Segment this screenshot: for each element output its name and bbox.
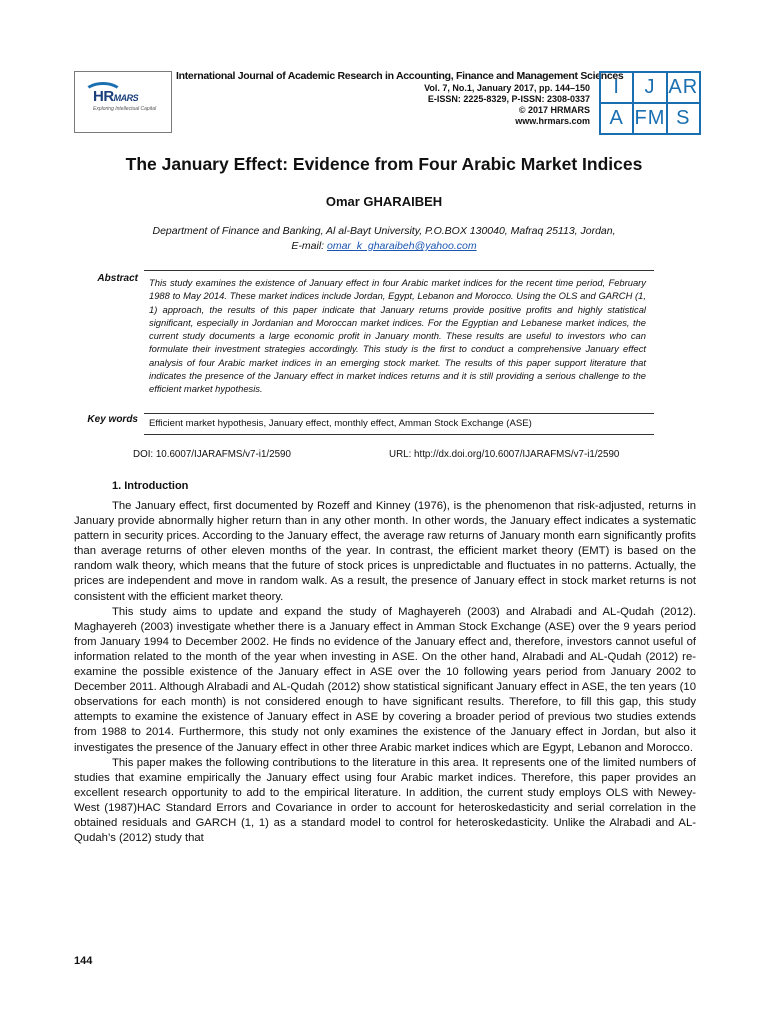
email-label: E-mail: [291,240,325,252]
badge-letter: J [633,72,666,103]
badge-letter: S [667,103,700,134]
email-link[interactable]: omar_k_gharaibeh@yahoo.com [327,240,477,252]
author-affiliation [0,224,768,254]
volume-line: Vol. 7, No.1, January 2017, pp. 144–150 [424,83,590,93]
badge-letter: A [600,103,633,134]
body-text [74,499,696,846]
section-heading: 1. Introduction [112,480,189,492]
abstract-label: Abstract [97,273,138,284]
doi-line: DOI: 10.6007/IJARAFMS/v7-i1/2590 [133,449,291,460]
badge-letter: F M [633,103,666,134]
keywords-label: Key words [87,414,138,425]
logo-tagline: Exploring Intellectual Capital [93,106,157,112]
logo-text: HRMARS [93,88,139,105]
url-line[interactable]: URL: http://dx.doi.org/10.6007/IJARAFMS/v7-i1/2590 [389,449,620,460]
keywords-text: Efficient market hypothesis, January effect, monthly effect, Amman Stock Exchange (ASE) [149,418,532,429]
email-line [0,239,768,254]
copyright-line: © 2017 HRMARS [518,105,590,115]
body-paragraph: This study aims to update and expand the study of Maghayereh (2003) and Alrabadi and AL-Qudah (2012). Maghayereh (2003) investigate whether there is a January effect in Amman Stock Exchange (ASE) over the 9 years period from January 1994 to December 2002. He finds no evidence of the January effect and, therefore, investors cannot useful of information related to the month of the year when investing in ASE. On the other hand, Alrabadi and AL-Qudah (2012) re-examine the possible existence of the January effect in ASE over the 10 following years period from January 2002 to December 2011. Although Alrabadi and AL-Qudah (2012) show statistical significant January effect in ASE, the ten years (10 observations for each month) is not considered enough to have significant results. Therefore, to fill this gap, this study attempts to examine the existence of January effect in ASE by covering a broader period of previous two studies extends from 1988 to 2014. Furthermore, this study not only examines the existence of the January effect in Jordan, but also it investigates the presence of the January effect in other three Arabic market indices which are Egypt, Lebanon and Morocco. [74,605,696,754]
journal-meta [390,83,590,127]
badge-letter: I [600,72,633,103]
keywords-bottom-rule [144,434,654,435]
body-paragraph: The January effect, first documented by Rozeff and Kinney (1976), is the phenomenon that risk-adjusted, returns in January provide abnormally higher return than in any other month. In other words, the January effect indicates a systematic pattern in security prices. According to the January effect, the average raw returns of January month earn significantly profits than average returns of other eleven months of the year. In contrast, the efficient market theory (EMT) is based on the random walk theory, which means that the future of stock prices is unpredictable and fluctuates in no patterns. Actually, the prices are independent and move in random walk. As a result, the presence of January effect in stock market returns is not consistent with the efficient market theory. [74,500,696,603]
journal-title: International Journal of Academic Research in Accounting, Finance and Management Sciences [176,70,624,82]
keywords-top-rule [144,413,654,414]
abstract-top-rule [144,270,654,271]
journal-badge [599,71,701,135]
paper-title: The January Effect: Evidence from Four Arabic Market Indices [125,154,643,174]
abstract-text: This study examines the existence of January effect in four Arabic market indices for the recent time period, February 1988 to May 2014. These market indices include Jordan, Egypt, Lebanon and Morocco. Using the OLS and GARCH (1, 1) approach, the results of this paper indicate that January returns provide positive profits and highly statistical significant, especially in Jordanian and Moroccan market indices. For the Egyptian and Lebanese market indices, the current study documents a large economic profit in January month. These results are useful to investors who can formulate their investment strategies accordingly. This study is the first to conduct a comprehensive January effect analysis of four Arabic market indices in an emerging stock market. The results of this paper support literature that indicates the presence of the January effect in market indices returns and it is still providing a serious challenge to the efficient market hypothesis. [149,277,646,395]
author-name: Omar GHARAIBEH [325,194,443,209]
badge-letter: A R [667,72,700,103]
issn-line: E-ISSN: 2225-8329, P-ISSN: 2308-0337 [427,94,590,104]
page-number: 144 [74,955,93,967]
affiliation-text: Department of Finance and Banking, Al al-Bayt University, P.O.BOX 130040, Mafraq 25113, Jordan, [152,225,616,237]
body-paragraph: This paper makes the following contributions to the literature in this area. It represents one of the limited numbers of studies that examine empirically the January effect using four Arabic market indices. Therefore, this paper provides an excellent research opportunity to add to the empirical literature. In addition, the current study employs OLS with Newey-West (1987)HAC Standard Errors and Covariance in order to account for heteroskedasticity and serial correlation in the obtained residuals and GARCH (1, 1) as a standard model to control for heteroskedasticity. Unlike the Alrabadi and AL-Qudah’s (2012) study that [74,756,696,845]
website-line[interactable]: www.hrmars.com [515,116,590,126]
publisher-logo [74,71,172,133]
